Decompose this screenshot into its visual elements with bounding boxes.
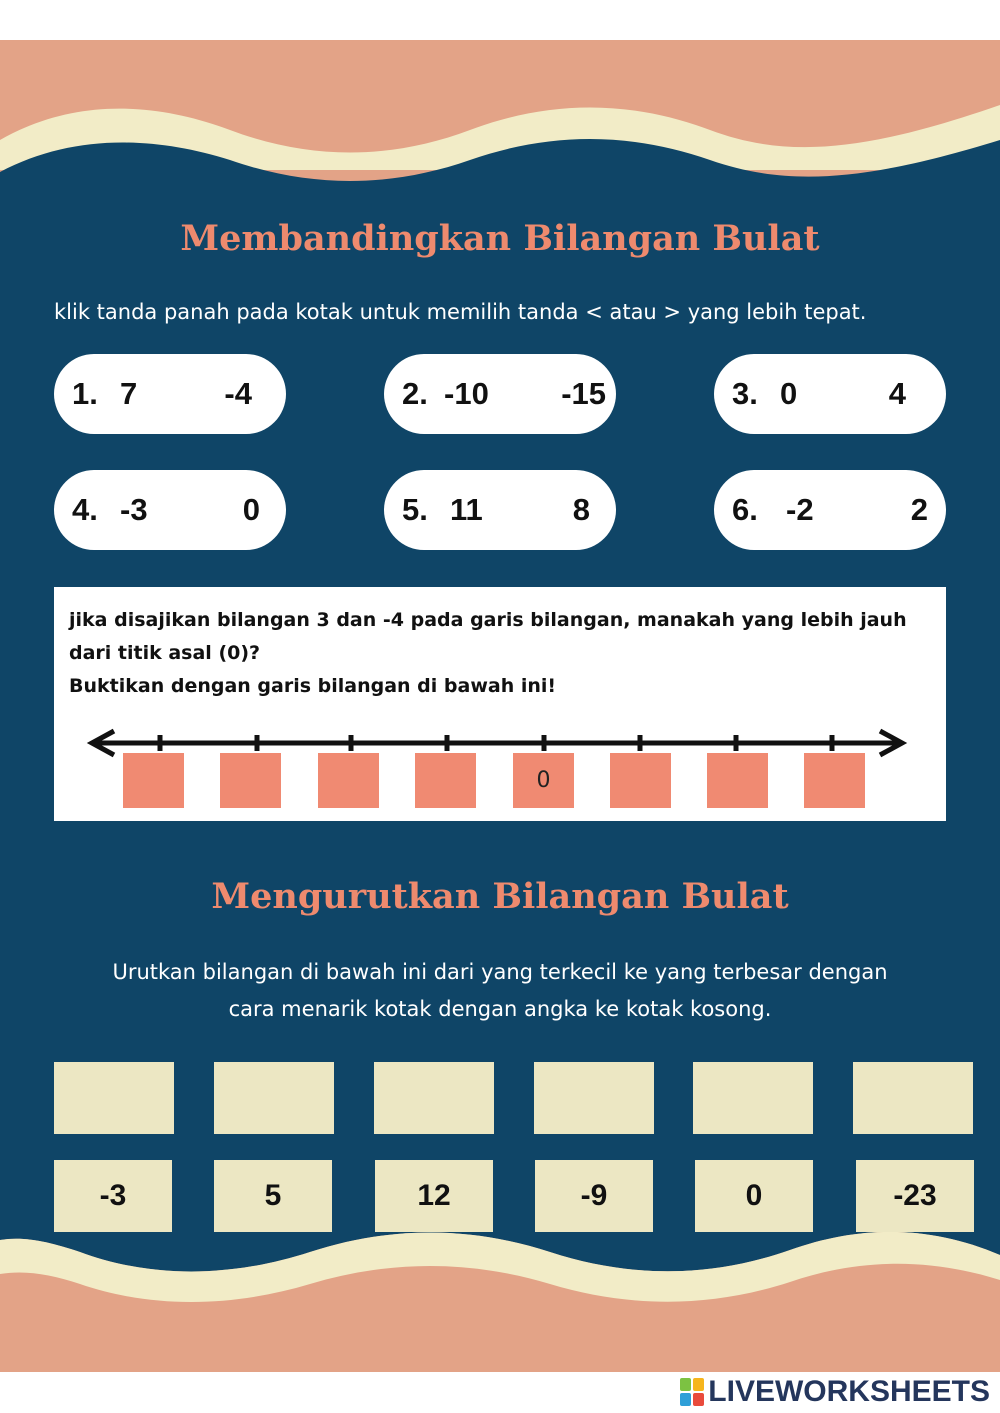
question-line-1: jika disajikan bilangan 3 dan -4 pada garis bilangan, manakah yang lebih jauh bbox=[69, 609, 907, 631]
right-value: 4 bbox=[888, 376, 906, 411]
item-number: 3. bbox=[732, 376, 758, 411]
liveworksheets-logo-icon bbox=[680, 1378, 704, 1406]
right-value: -15 bbox=[561, 376, 606, 411]
compare-item-2 bbox=[384, 354, 616, 434]
number-line-box[interactable] bbox=[318, 753, 379, 808]
number-line-box[interactable] bbox=[804, 753, 865, 808]
compare-item-6 bbox=[714, 470, 946, 550]
compare-item-1 bbox=[54, 354, 286, 434]
question-line-3: Buktikan dengan garis bilangan di bawah ini! bbox=[69, 675, 557, 697]
number-tile[interactable]: 5 bbox=[214, 1160, 332, 1232]
compare-item-5 bbox=[384, 470, 616, 550]
item-number: 4. bbox=[72, 492, 98, 527]
liveworksheets-brand bbox=[680, 1374, 990, 1410]
right-value: 0 bbox=[242, 492, 260, 527]
drop-slot-6[interactable] bbox=[853, 1062, 973, 1134]
section2-instruction-line-1: Urutkan bilangan di bawah ini dari yang terkecil ke yang terbesar dengan bbox=[112, 960, 888, 984]
section2-instruction-line-2: cara menarik kotak dengan angka ke kotak kosong. bbox=[228, 997, 772, 1021]
item-number: 2. bbox=[402, 376, 428, 411]
number-tile[interactable]: 0 bbox=[695, 1160, 813, 1232]
right-value: 2 bbox=[910, 492, 928, 527]
number-tile[interactable]: -23 bbox=[856, 1160, 974, 1232]
drop-slot-4[interactable] bbox=[534, 1062, 654, 1134]
item-number: 5. bbox=[402, 492, 428, 527]
drop-slot-2[interactable] bbox=[214, 1062, 334, 1134]
section1-instruction: klik tanda panah pada kotak untuk memilih tanda < atau > yang lebih tepat. bbox=[54, 300, 867, 324]
number-tile[interactable]: -3 bbox=[54, 1160, 172, 1232]
left-value: -2 bbox=[786, 492, 814, 527]
left-value: 11 bbox=[450, 492, 483, 527]
drop-slot-3[interactable] bbox=[374, 1062, 494, 1134]
left-value: 7 bbox=[120, 376, 138, 411]
number-line-box[interactable] bbox=[123, 753, 184, 808]
number-line-box[interactable] bbox=[610, 753, 671, 808]
drop-slot-5[interactable] bbox=[693, 1062, 813, 1134]
number-line-question bbox=[54, 587, 946, 821]
left-value: -10 bbox=[444, 376, 489, 411]
right-value: -4 bbox=[224, 376, 252, 411]
left-value: -3 bbox=[120, 492, 148, 527]
number-line-box[interactable] bbox=[707, 753, 768, 808]
section1-title: Membandingkan Bilangan Bulat bbox=[180, 218, 820, 259]
item-number: 6. bbox=[732, 492, 758, 527]
drop-slot-1[interactable] bbox=[54, 1062, 174, 1134]
number-tile[interactable]: -9 bbox=[535, 1160, 653, 1232]
right-value: 8 bbox=[572, 492, 590, 527]
compare-item-4 bbox=[54, 470, 286, 550]
number-line-box-zero: 0 bbox=[513, 753, 574, 808]
left-value: 0 bbox=[780, 376, 798, 411]
brand-name: LIVEWORKSHEETS bbox=[708, 1375, 990, 1408]
compare-item-3 bbox=[714, 354, 946, 434]
question-line-2: dari titik asal (0)? bbox=[69, 642, 261, 664]
section2-title: Mengurutkan Bilangan Bulat bbox=[211, 876, 789, 917]
item-number: 1. bbox=[72, 376, 98, 411]
number-line-box[interactable] bbox=[415, 753, 476, 808]
number-line-box[interactable] bbox=[220, 753, 281, 808]
number-tile[interactable]: 12 bbox=[375, 1160, 493, 1232]
